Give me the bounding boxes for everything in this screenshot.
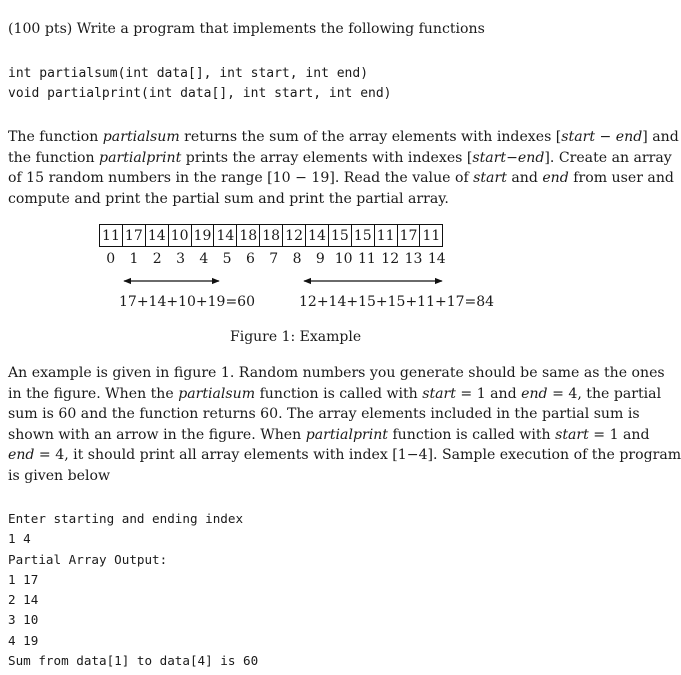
para1-line (8, 127, 679, 148)
output-line: Sum from data[1] to data[4] is 60 (8, 653, 259, 669)
italic-term: start (473, 170, 507, 186)
figure-caption: Figure 1: Example (230, 329, 362, 345)
array-cell: 19 (191, 225, 214, 247)
array-index: 12 (381, 251, 400, 267)
sum-label-left: 17+14+10+19=60 (119, 294, 255, 310)
para2-line (8, 363, 665, 384)
array-indices (99, 251, 448, 267)
text-segment: sum is 60 and the function returns 60. The array elements included in the partial sum is (8, 406, 640, 422)
para2-line (8, 425, 650, 446)
array-values-row (100, 225, 443, 247)
italic-term: end (517, 149, 545, 166)
text-segment: from user and (568, 170, 674, 186)
para1-line (8, 148, 672, 169)
array-index: 5 (222, 251, 232, 267)
text-segment: compute and print the partial sum and print the partial array. (8, 190, 449, 207)
text-segment: = 4, it should print all array elements with index [1−4]. Sample execution of the program (34, 447, 681, 463)
text-segment: ] and (642, 129, 679, 145)
para2-line (8, 404, 640, 425)
italic-term: start (561, 129, 595, 145)
text-segment: function is called with (387, 426, 556, 443)
text-segment: of 15 random numbers in the range [10 − 19]. Read the value of (8, 170, 474, 186)
problem-heading: (100 pts) Write a program that implements the following functions (8, 21, 485, 37)
text-segment: ]. Create an array (544, 149, 672, 166)
italic-term: end (542, 170, 569, 186)
para1-line (8, 189, 610, 210)
array-cell: 17 (397, 225, 420, 247)
output-line: Partial Array Output: (8, 551, 168, 567)
para2-line (8, 445, 681, 466)
array-cell: 18 (237, 225, 260, 247)
array-index: 6 (245, 251, 255, 267)
array-cell: 17 (122, 225, 145, 247)
para1-line (8, 168, 674, 189)
array-cell: 11 (100, 225, 123, 247)
example-paragraph (8, 363, 681, 486)
italic-term: start (555, 426, 589, 443)
array-index: 9 (315, 251, 325, 267)
output-line: 1 17 (8, 571, 39, 587)
para2-line (8, 384, 662, 405)
text-segment: − (595, 129, 616, 145)
text-segment: returns the sum of the array elements with indexes [ (179, 129, 562, 145)
text-segment: − (506, 149, 518, 166)
code-signature-partialprint: void partialprint(int data[], int start, int end) (8, 86, 392, 101)
italic-term: start (472, 149, 507, 166)
italic-term: partialsum (178, 385, 256, 402)
array-index: 3 (176, 251, 185, 267)
text-segment: = 1 and (455, 385, 522, 402)
italic-term: end (521, 385, 548, 402)
italic-term: partialprint (305, 426, 388, 443)
italic-term: end (615, 129, 643, 145)
array-cell: 12 (283, 225, 306, 247)
array-cell: 10 (168, 225, 191, 247)
text-segment: and (506, 170, 543, 186)
italic-term: partialsum (102, 129, 180, 145)
figure-arrows (0, 272, 643, 288)
description-paragraph (8, 127, 679, 209)
array-index: 10 (334, 251, 353, 267)
array-index: 0 (106, 251, 116, 267)
code-signature-partialsum: int partialsum(int data[], int start, int end) (8, 66, 369, 81)
output-line: 1 4 (8, 531, 31, 547)
array-cell: 11 (374, 225, 397, 247)
text-segment: shown with an arrow in the figure. When (8, 426, 306, 443)
array-cell: 18 (260, 225, 283, 247)
text-segment: The function (8, 129, 103, 145)
output-line: Enter starting and ending index (8, 511, 244, 526)
array-cell: 14 (145, 225, 168, 247)
array-cell: 11 (420, 225, 443, 247)
array-index: 4 (199, 251, 209, 267)
text-segment: the function (8, 149, 100, 166)
array-cell: 15 (328, 225, 351, 247)
sum-label-right: 12+14+15+15+11+17=84 (299, 294, 495, 310)
text-segment: = 1 and (588, 426, 650, 443)
italic-term: start (422, 385, 456, 402)
array-table (99, 224, 443, 247)
array-index: 14 (427, 251, 446, 267)
array-cell: 14 (214, 225, 237, 247)
array-index: 11 (358, 251, 376, 267)
output-line: 4 19 (8, 632, 39, 648)
text-segment: An example is given in figure 1. Random numbers you generate should be same as the ones (8, 365, 665, 381)
array-index: 13 (404, 251, 423, 267)
sample-execution-output (8, 509, 258, 671)
array-cell: 14 (306, 225, 329, 247)
output-line: 3 10 (8, 612, 39, 628)
italic-term: partialprint (99, 149, 182, 166)
output-line: 2 14 (8, 592, 39, 608)
array-index: 7 (269, 251, 279, 267)
text-segment: function is called with (255, 385, 423, 402)
italic-term: end (8, 447, 35, 463)
text-segment: prints the array elements with indexes [ (181, 149, 473, 166)
para2-line (8, 466, 610, 487)
text-segment: = 4, the partial (547, 385, 662, 402)
array-index: 8 (292, 251, 302, 267)
text-segment: in the figure. When the (8, 385, 179, 402)
array-index: 1 (129, 251, 139, 267)
text-segment: is given below (8, 467, 111, 484)
array-index: 2 (152, 251, 162, 267)
array-cell: 15 (351, 225, 374, 247)
